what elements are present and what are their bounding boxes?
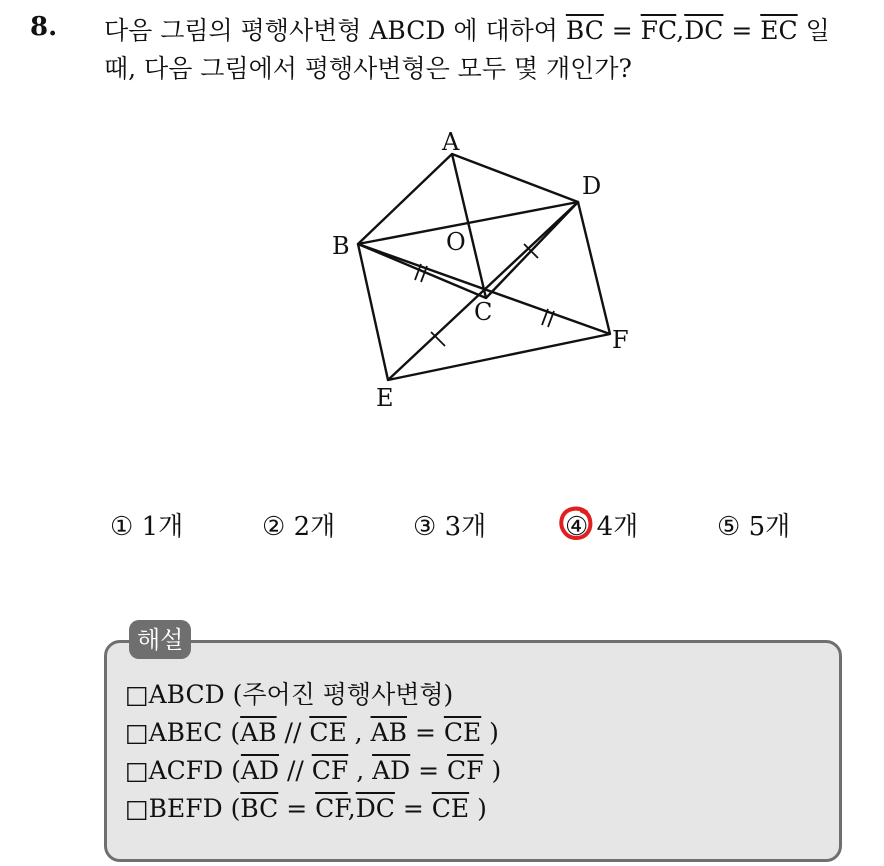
shape-abec: □ABEC — [125, 718, 223, 747]
question-line1-post: 일 — [797, 16, 830, 45]
shape-befd: □BEFD — [125, 794, 223, 823]
parallel-sign: // — [279, 756, 312, 785]
solution-line-4 — [125, 790, 501, 828]
choice-number-3: ③ — [413, 512, 437, 542]
shape-abcd: □ABCD — [125, 680, 225, 709]
point-label-b: B — [332, 232, 350, 260]
question-line-1 — [104, 12, 864, 50]
point-label-f: F — [612, 326, 629, 354]
choice-number-1: ① — [110, 512, 134, 542]
paren-open: ( — [223, 756, 241, 785]
paren-open: ( — [222, 718, 241, 747]
choice-label-4: 4개 — [596, 512, 639, 542]
answer-circle-mark — [556, 504, 596, 544]
choice-1[interactable] — [110, 506, 183, 543]
choice-label-2: 2개 — [293, 512, 336, 542]
segment-cf: $\overline{CF}$ — [315, 794, 348, 823]
segment-ce: $\overline{CE}$ — [431, 794, 470, 823]
segment-bc: $\overline{BC}$ — [565, 16, 604, 45]
segment-ec: $\overline{EC}$ — [760, 16, 798, 45]
segment-ce: $\overline{CE}$ — [309, 718, 347, 747]
choice-3[interactable] — [413, 506, 486, 543]
solution-line-1 — [125, 676, 501, 714]
segment-ad: $\overline{AD}$ — [372, 756, 411, 785]
separator: , — [346, 718, 371, 747]
segment-bc: $\overline{BC}$ — [240, 794, 279, 823]
solution-line-3 — [125, 752, 501, 790]
segment-dc: $\overline{DC}$ — [684, 16, 724, 45]
point-label-c: C — [474, 298, 493, 326]
question-text — [104, 12, 864, 88]
equals-sign: = — [410, 756, 448, 785]
choice-4[interactable] — [565, 506, 638, 543]
question-number: 8. — [30, 12, 58, 42]
equals-sign: = — [603, 16, 641, 45]
segment-fc: $\overline{FC}$ — [640, 16, 677, 45]
parallelogram-figure — [320, 120, 640, 420]
equals-sign: = — [278, 794, 316, 823]
choice-label-3: 3개 — [444, 512, 487, 542]
choice-2[interactable] — [262, 506, 335, 543]
choice-number-2: ② — [262, 512, 286, 542]
segment-ad: $\overline{AD}$ — [240, 756, 280, 785]
segment-dc: $\overline{DC}$ — [355, 794, 395, 823]
question-line1-pre: 다음 그림의 평행사변형 ABCD 에 대하여 — [104, 16, 566, 45]
paren-close: ) — [469, 794, 487, 823]
separator: , — [348, 756, 373, 785]
equals-sign: = — [723, 16, 761, 45]
choice-label-1: 1개 — [141, 512, 184, 542]
separator: , — [347, 794, 356, 823]
segment-de — [388, 202, 578, 380]
point-label-o: O — [446, 228, 466, 256]
parallel-sign: // — [276, 718, 310, 747]
segment-ab: $\overline{AB}$ — [370, 718, 407, 747]
segment-ab: $\overline{AB}$ — [240, 718, 277, 747]
equals-sign: = — [394, 794, 432, 823]
choice-label-5: 5개 — [748, 512, 791, 542]
solution-content — [125, 676, 501, 828]
choice-number-4 — [565, 512, 588, 542]
point-label-e: E — [376, 384, 394, 412]
solution-label: 해설 — [129, 620, 191, 659]
segment-ce: $\overline{CE}$ — [443, 718, 482, 747]
paren-close: ) — [481, 718, 499, 747]
point-label-a: A — [442, 128, 460, 156]
choice-symbol-4: ④ — [565, 512, 589, 542]
answer-choices — [0, 500, 884, 544]
paren-close: ) — [483, 756, 502, 785]
point-label-d: D — [582, 172, 602, 200]
paren-open: ( — [222, 794, 241, 823]
choice-5[interactable] — [717, 506, 790, 543]
equals-sign: = — [407, 718, 444, 747]
segment-cf: $\overline{CF}$ — [311, 756, 349, 785]
solution-line-2 — [125, 714, 501, 752]
solution-note: (주어진 평행사변형) — [224, 680, 454, 709]
choice-number-5: ⑤ — [717, 512, 741, 542]
segment-cf: $\overline{CF}$ — [447, 756, 484, 785]
shape-acfd: □ACFD — [125, 756, 224, 785]
question-line-2: 때, 다음 그림에서 평행사변형은 모두 몇 개인가? — [104, 54, 632, 83]
comma: , — [676, 16, 685, 45]
